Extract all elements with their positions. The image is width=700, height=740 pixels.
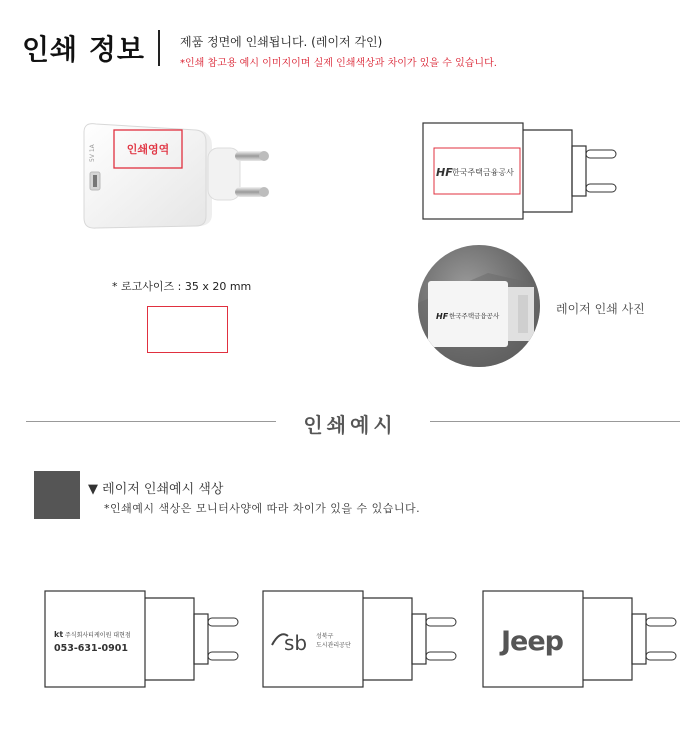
section-title: 인쇄예시 xyxy=(303,413,397,437)
title-divider xyxy=(158,30,160,66)
sb-line2: 도시관리공단 xyxy=(316,642,351,649)
header-subtitle: 제품 정면에 인쇄됩니다. (레이저 각인) xyxy=(180,35,383,49)
laser-logo-mark: HF xyxy=(436,312,449,321)
example-kt xyxy=(44,590,244,690)
hf-logo-mark: HF xyxy=(436,166,453,179)
laser-logo-text: 한국주택금융공사 xyxy=(449,312,500,320)
kt-brand: kt xyxy=(54,630,64,639)
hf-logo-text: 한국주택금융공사 xyxy=(452,168,514,177)
kt-company: 주식회사티케이원 대현점 xyxy=(65,632,131,639)
laser-photo-caption: 레이저 인쇄 사진 xyxy=(556,302,645,316)
laser-print-photo xyxy=(418,245,540,367)
logo-size-label: * 로고사이즈 : 35 x 20 mm xyxy=(112,280,252,293)
print-area-label: 인쇄영역 xyxy=(126,143,170,156)
color-info-title: ▼ 레이저 인쇄예시 색상 xyxy=(88,482,224,497)
sb-line1: 성북구 xyxy=(316,633,334,640)
example-sb xyxy=(262,590,462,690)
header-note: *인쇄 참고용 예시 이미지이며 실제 인쇄색상과 차이가 있을 수 있습니다. xyxy=(180,58,497,69)
color-info-note: *인쇄예시 색상은 모니터사양에 따라 차이가 있을 수 있습니다. xyxy=(104,502,421,515)
print-color-swatch xyxy=(34,471,80,519)
product-side-text: 5V 1A xyxy=(89,144,96,162)
example-jeep xyxy=(482,590,682,690)
kt-phone: 053-631-0901 xyxy=(54,643,128,654)
sb-brand: sb xyxy=(284,631,308,655)
product-photo xyxy=(70,118,280,238)
logo-size-box xyxy=(147,306,228,353)
jeep-brand: Jeep xyxy=(501,626,563,657)
sample-drawing xyxy=(422,122,622,222)
page-title: 인쇄 정보 xyxy=(22,33,145,66)
